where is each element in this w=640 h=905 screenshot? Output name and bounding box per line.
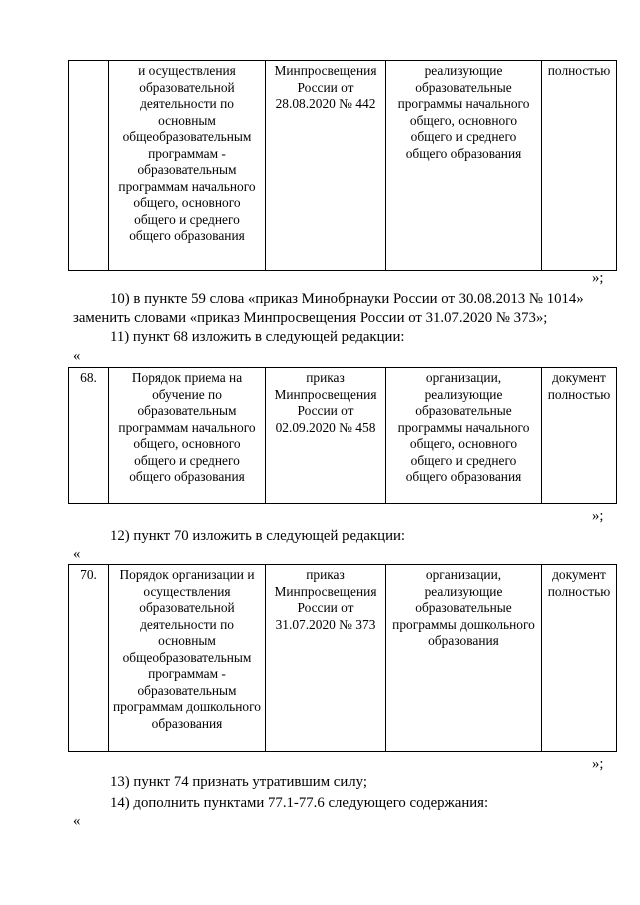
table-row [69, 368, 617, 504]
opening-quote: « [73, 546, 81, 562]
legal-act: Минпросвещения России от 28.08.2020 № 442 [266, 61, 386, 271]
item-10-line-2: заменить словами «приказ Минпросвещения России от 31.07.2020 № 373»; [73, 310, 548, 326]
regulation-table-continued [68, 60, 617, 271]
document-name: и осуществления образовательной деятельности по основным общеобразовательным программам - образовательным программам начального общего, основного общего и среднего общего образования [109, 61, 266, 271]
table-row [69, 565, 617, 752]
table-row [69, 61, 617, 271]
opening-quote: « [73, 813, 81, 829]
covered-subjects: организации, реализующие образовательные программы дошкольного образования [386, 565, 542, 752]
opening-quote: « [73, 348, 81, 364]
scope: полностью [542, 61, 617, 271]
document-name: Порядок организации и осуществления образовательной деятельности по основным общеобразовательным программам - образовательным программам дошкольного образования [109, 565, 266, 752]
closing-quote: »; [592, 270, 604, 286]
row-number [69, 61, 109, 271]
item-11: 11) пункт 68 изложить в следующей редакции: [110, 329, 405, 345]
item-13: 13) пункт 74 признать утратившим силу; [110, 774, 367, 790]
closing-quote: »; [592, 756, 604, 772]
closing-quote: »; [592, 508, 604, 524]
scope: документ полностью [542, 565, 617, 752]
regulation-table-item-68 [68, 367, 617, 504]
row-number: 68. [69, 368, 109, 504]
row-number: 70. [69, 565, 109, 752]
item-10-line-1: 10) в пункте 59 слова «приказ Минобрнауки России от 30.08.2013 № 1014» [110, 291, 584, 307]
covered-subjects: реализующие образовательные программы начального общего, основного общего и среднего общего образования [386, 61, 542, 271]
legal-act: приказ Минпросвещения России от 31.07.2020 № 373 [266, 565, 386, 752]
regulation-table-item-70 [68, 564, 617, 752]
scope: документ полностью [542, 368, 617, 504]
document-name: Порядок приема на обучение по образовательным программам начального общего, основного общего и среднего общего образования [109, 368, 266, 504]
covered-subjects: организации, реализующие образовательные программы начального общего, основного общего и среднего общего образования [386, 368, 542, 504]
item-12: 12) пункт 70 изложить в следующей редакции: [110, 528, 406, 544]
legal-act: приказ Минпросвещения России от 02.09.2020 № 458 [266, 368, 386, 504]
item-14: 14) дополнить пунктами 77.1-77.6 следующего содержания: [110, 795, 489, 811]
